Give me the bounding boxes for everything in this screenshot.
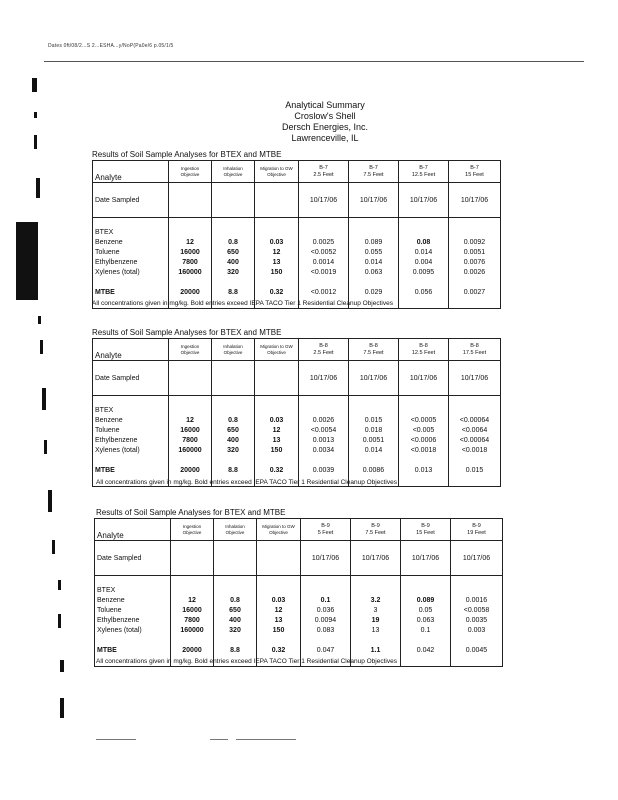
analyte-header: Analyte — [93, 161, 169, 183]
inhalation-objective-header: Inhalation Objective — [212, 161, 255, 183]
date-sampled-value: 10/17/06 — [349, 361, 399, 396]
analyte-header: Analyte — [93, 339, 169, 361]
migration-values: 0.03 12 13 150 0.32 — [255, 396, 299, 487]
sample-values: 0.0026 <0.0054 0.0013 0.0034 0.0039 — [299, 396, 349, 487]
date-sampled-value: 10/17/06 — [451, 541, 503, 576]
sample-values: 0.0016 <0.0058 0.0035 0.003 0.0045 — [451, 576, 503, 667]
sample-values: 0.0092 0.0051 0.0076 0.0026 0.0027 — [449, 218, 501, 309]
date-sampled-value: 10/17/06 — [299, 361, 349, 396]
table-footnote: All concentrations given in mg/kg. Bold entries exceed IEPA TACO Tier 1 Residential Cleanup Objectives — [96, 479, 397, 486]
date-sampled-label: Date Sampled — [93, 361, 169, 396]
scan-mark — [36, 178, 40, 198]
scan-mark — [58, 580, 61, 590]
date-sampled-label: Date Sampled — [95, 541, 171, 576]
scan-mark — [42, 388, 46, 410]
results-table-3 — [94, 518, 502, 667]
sample-values: 0.089 0.055 0.014 0.063 0.029 — [349, 218, 399, 309]
ingestion-values: 12 16000 7800 160000 20000 — [171, 576, 214, 667]
sample-values: 3.2 3 19 13 1.1 — [351, 576, 401, 667]
table-caption: Results of Soil Sample Analyses for BTEX and MTBE — [92, 328, 282, 337]
sample-values: <0.0005 <0.005 <0.0006 <0.0018 0.013 — [399, 396, 449, 487]
sample-header: B-9 7.5 Feet — [351, 519, 401, 541]
migration-values: 0.03 12 13 150 0.32 — [255, 218, 299, 309]
sample-values: 0.1 0.036 0.0094 0.083 0.047 — [301, 576, 351, 667]
summary-title-line: Analytical Summary — [285, 100, 365, 110]
table-caption: Results of Soil Sample Analyses for BTEX and MTBE — [96, 508, 286, 517]
date-sampled-value: 10/17/06 — [449, 361, 501, 396]
inhalation-values: 0.8 650 400 320 8.8 — [212, 396, 255, 487]
scan-mark — [52, 540, 55, 554]
inhalation-objective-header: Inhalation Objective — [214, 519, 257, 541]
results-table-1 — [92, 160, 500, 309]
scan-mark — [38, 316, 41, 324]
ingestion-values: 12 16000 7800 160000 20000 — [169, 396, 212, 487]
date-sampled-value: 10/17/06 — [399, 183, 449, 218]
scan-mark — [34, 135, 37, 149]
summary-title-line: Lawrenceville, IL — [291, 133, 359, 143]
inhalation-objective-header: Inhalation Objective — [212, 339, 255, 361]
scan-mark — [34, 112, 37, 118]
ingestion-objective-header: Ingestion Objective — [171, 519, 214, 541]
sample-header: B-9 15 Feet — [401, 519, 451, 541]
date-sampled-value: 10/17/06 — [299, 183, 349, 218]
table-footnote: All concentrations given in mg/kg. Bold entries exceed IEPA TACO Tier 1 Residential Cleanup Objectives — [96, 658, 397, 665]
sample-header: B-7 12.5 Feet — [399, 161, 449, 183]
scan-mark — [44, 440, 47, 454]
migration-objective-header: Migration to GW Objective — [255, 339, 299, 361]
scan-mark — [32, 78, 37, 92]
ingestion-objective-header: Ingestion Objective — [169, 339, 212, 361]
sample-values: 0.08 0.014 0.004 0.0095 0.056 — [399, 218, 449, 309]
analyte-names: BTEX Benzene Toluene Ethylbenzene Xylenes (total) MTBE — [93, 396, 169, 487]
sample-header: B-8 12.5 Feet — [399, 339, 449, 361]
sample-header: B-9 19 Feet — [451, 519, 503, 541]
sample-header: B-8 17.5 Feet — [449, 339, 501, 361]
sample-values: 0.0025 <0.0052 0.0014 <0.0019 <0.0012 — [299, 218, 349, 309]
date-sampled-value: 10/17/06 — [351, 541, 401, 576]
fax-header-line: Dates 0ft/08/2...S 2...ESHA...y/NoP(Pa0e/6 p.05/1/5 — [48, 43, 174, 49]
date-sampled-value: 10/17/06 — [301, 541, 351, 576]
analyte-header: Analyte — [95, 519, 171, 541]
sample-values: <0.00064 <0.0064 <0.00064 <0.0018 0.015 — [449, 396, 501, 487]
ingestion-objective-header: Ingestion Objective — [169, 161, 212, 183]
summary-title-line: Dersch Energies, Inc. — [281, 122, 369, 132]
inhalation-values: 0.8 650 400 320 8.8 — [214, 576, 257, 667]
scan-dash — [210, 739, 228, 740]
table-caption: Results of Soil Sample Analyses for BTEX and MTBE — [92, 150, 282, 159]
date-sampled-label: Date Sampled — [93, 183, 169, 218]
date-sampled-value: 10/17/06 — [449, 183, 501, 218]
scan-mark — [58, 614, 61, 628]
sample-header: B-7 7.5 Feet — [349, 161, 399, 183]
sample-header: B-8 2.5 Feet — [299, 339, 349, 361]
analyte-names: BTEX Benzene Toluene Ethylbenzene Xylenes (total) MTBE — [93, 218, 169, 309]
analyte-names: BTEX Benzene Toluene Ethylbenzene Xylenes (total) MTBE — [95, 576, 171, 667]
header-rule — [44, 61, 584, 62]
sample-values: 0.089 0.05 0.063 0.1 0.042 — [401, 576, 451, 667]
ingestion-values: 12 16000 7800 160000 20000 — [169, 218, 212, 309]
scan-mark — [48, 490, 52, 512]
sample-values: 0.015 0.018 0.0051 0.014 0.0086 — [349, 396, 399, 487]
date-sampled-value: 10/17/06 — [349, 183, 399, 218]
migration-values: 0.03 12 13 150 0.32 — [257, 576, 301, 667]
sample-header: B-9 5 Feet — [301, 519, 351, 541]
scan-mark — [40, 340, 43, 354]
migration-objective-header: Migration to GW Objective — [255, 161, 299, 183]
sample-header: B-7 15 Feet — [449, 161, 501, 183]
sample-header: B-8 7.5 Feet — [349, 339, 399, 361]
scan-mark — [60, 660, 64, 672]
scan-dash — [236, 739, 296, 740]
date-sampled-value: 10/17/06 — [401, 541, 451, 576]
scan-dash — [96, 739, 136, 740]
scan-mark — [16, 222, 38, 300]
table-footnote: All concentrations given in mg/kg. Bold entries exceed IEPA TACO Tier 1 Residential Cleanup Objectives — [92, 300, 393, 307]
results-table-2 — [92, 338, 500, 487]
summary-title-line: Croslow's Shell — [294, 111, 356, 121]
sample-header: B-7 2.5 Feet — [299, 161, 349, 183]
scan-mark — [60, 698, 64, 718]
date-sampled-value: 10/17/06 — [399, 361, 449, 396]
migration-objective-header: Migration to GW Objective — [257, 519, 301, 541]
inhalation-values: 0.8 650 400 320 8.8 — [212, 218, 255, 309]
